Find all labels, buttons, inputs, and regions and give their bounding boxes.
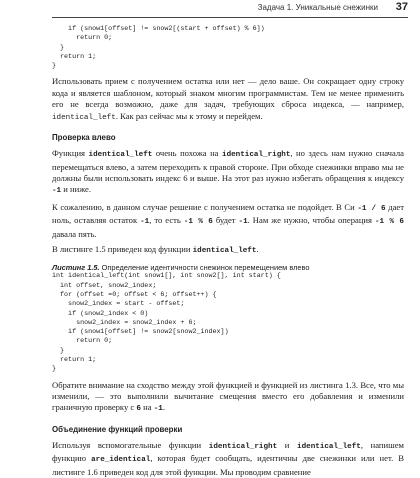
running-header <box>52 0 408 18</box>
paragraph-comparison-note: Обратите внимание на сходство между этой функцией и функцией из листинга 1.3. Все, что мы изменили, — это выполнили вычитание смещения вместо его добавления и изменили граничную проверку с 6 на -1. <box>52 379 404 414</box>
paragraph-are-identical-intro: Используя вспомогательные функции identical_right и identical_left, напишем функцию are_identical, которая будет сообщать, идентичны две снежинки или нет. В листинге 1.6 приведен код для этой функции. Мы проводим сравнение <box>52 439 404 477</box>
paragraph-listing-reference: В листинге 1.5 приведен код функции identical_left. <box>52 243 259 255</box>
section-heading-combine-checks: Объединение функций проверки <box>52 423 183 434</box>
paragraph-identical-left-intro: Функция identical_left очень похожа на identical_right, но здесь нам нужно сначала перемещаться влево, а затем переходить к правой стороне. При обходе снежинки вправо мы не должны были использовать индекс 6 и выше. На этот раз нужно избегать обращения к индексу -1 и ниже. <box>52 148 404 196</box>
page-body <box>52 25 404 478</box>
paragraph-modulo-note: Использовать прием с получением остатка или нет — дело ваше. Он сокращает одну строку кода и является шаблоном, который знаком многим программистам. Тем не менее применить его не всегда возможно, даже для задач, требующих сброса индекса, — например, identical_left. Как раз сейчас мы к этому и перейдем. <box>52 76 404 122</box>
code-fragment-top: if (snow1[offset] != snow2[(start + offset) % 6]) return 0; } return 1; } <box>52 25 265 71</box>
code-listing-identical-left: int identical_left(int snow1[], int snow2[], int start) { int offset, snow2_index; for (offset =0; offset < 6; offset++) { snow2_index = start - offset; if (snow2_index < 0) snow2_index = snow2_index + 6; if (snow1[offset] != snow2[snow2_index]) return 0; } return 1; } <box>52 272 281 374</box>
chapter-title: Задача 1. Уникальные снежинки <box>257 3 378 12</box>
page-number: 37 <box>395 1 408 13</box>
section-heading-check-left: Проверка влево <box>52 132 116 143</box>
listing-caption: Листинг 1.5. Определение идентичности снежинок перемещением влево <box>52 263 310 273</box>
paragraph-remainder-issue: К сожалению, в данном случае решение с получением остатка не подойдет. В Си -1 / 6 дает ноль, оставляя остаток -1, то есть -1 % 6 будет -1. Нам же нужно, чтобы операция -1 % 6 давала пять. <box>52 201 405 239</box>
